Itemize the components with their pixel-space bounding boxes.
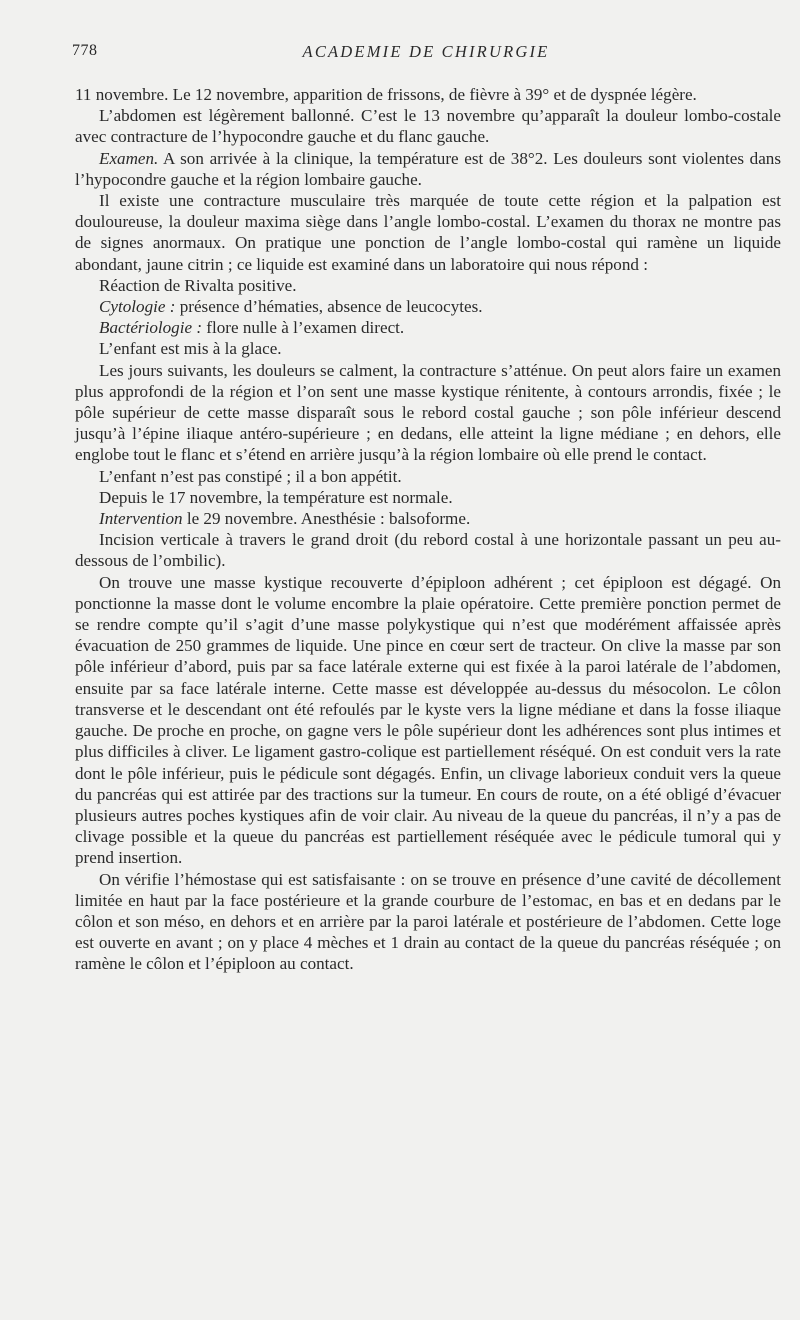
section-lead: Cytologie : [99, 297, 176, 317]
paragraph: Bactériologie : flore nulle à l’examen direct. [99, 318, 405, 338]
paragraph: L’abdomen est légèrement ballonné. C’est le 13 novembre qu’apparaît la douleur lombo-costale avec contracture de l’hypocondre gauche et du flanc gauche. [75, 106, 781, 147]
paragraph: Depuis le 17 novembre, la température est normale. [99, 487, 453, 507]
paragraph: On trouve une masse kystique recouverte d’épiploon adhérent ; cet épiploon est dégagé. On ponctionne la masse dont le volume encombre la plaie opératoire. Cette première ponction permet de se rendre compte qu’il s’agit d’une masse polykystique qui n’est que modérément affaissée après évacuation de 250 grammes de liquide. Une pince en cœur sert de tracteur. On clive la masse par son pôle inférieur d’abord, puis par sa face latérale externe qui est fixée à la paroi latérale de l’abdomen, ensuite par sa face latérale interne. Cette masse est développée au-dessus du mésocolon. Le côlon transverse et le descendant ont été refoulés par le kyste vers la ligne médiane et dans la fosse iliaque gauche. De proche en proche, on gagne vers le pôle supérieur dont les adhérences sont plus intimes et plus difficiles à cliver. Le ligament gastro-colique est partiellement réséqué. On est conduit vers la rate dont le pôle inférieur, puis le pédicule sont dégagés. Enfin, un clivage laborieux conduit vers la queue du pancréas qui est attirée par des tractions sur la tumeur. En cours de route, on a été obligé d’évacuer plusieurs autres poches kystiques afin de voir clair. Au niveau de la queue du pancréas, il n’y a pas de clivage possible et la queue du pancréas est partiellement réséquée avec le pédicule tumoral qui y prend insertion. [75, 572, 781, 868]
section-lead: Bactériologie : [99, 318, 203, 338]
page-number: 778 [72, 42, 98, 59]
paragraph: On vérifie l’hémostase qui est satisfaisante : on se trouve en présence d’une cavité de décollement limitée en haut par la face postérieure et la grande courbure de l’estomac, en bas et en dedans par le côlon et son méso, en dehors et en arrière par la paroi latérale et postérieure de l’abdomen. Cette loge est ouverte en avant ; on y place 4 mèches et 1 drain au contact de la queue du pancréas réséquée ; on ramène le côlon et l’épiploon au contact. [75, 869, 781, 974]
paragraph: Il existe une contracture musculaire très marquée de toute cette région et la palpation est douloureuse, la douleur maxima siège dans l’angle lombo-costal. L’examen du thorax ne montre pas de signes anormaux. On pratique une ponction de l’angle lombo-costal qui ramène un liquide abondant, jaune citrin ; ce liquide est examiné dans un laboratoire qui nous répond : [75, 191, 781, 274]
section-lead: Intervention [99, 509, 183, 529]
body-text [75, 84, 781, 975]
paragraph: Incision verticale à travers le grand droit (du rebord costal à une horizontale passant un peu au-dessous de l’ombilic). [75, 530, 781, 571]
paragraph: Les jours suivants, les douleurs se calment, la contracture s’atténue. On peut alors faire un examen plus approfondi de la région et l’on sent une masse kystique rénitente, à contours arrondis, fixée ; le pôle supérieur de cette masse disparaît sous le rebord costal gauche ; son pôle inférieur descend jusqu’à l’épine iliaque antéro-supérieure ; en dedans, elle atteint la ligne médiane ; en dehors, elle englobe tout le flanc et s’étend en arrière jusqu’à la région lombaire où elle prend le contact. [75, 360, 781, 465]
paragraph: Examen. A son arrivée à la clinique, la température est de 38°2. Les douleurs sont violentes dans l’hypocondre gauche et la région lombaire gauche. [75, 148, 781, 189]
paragraph: L’enfant n’est pas constipé ; il a bon appétit. [99, 466, 402, 486]
section-lead: Examen. [99, 148, 159, 168]
paragraph: L’enfant est mis à la glace. [99, 339, 282, 359]
running-title: ACADEMIE DE CHIRURGIE [302, 42, 550, 61]
paragraph: 11 novembre. Le 12 novembre, apparition de frissons, de fièvre à 39° et de dyspnée légère. [75, 85, 697, 104]
paragraph: Réaction de Rivalta positive. [99, 275, 297, 295]
paragraph: Cytologie : présence d’hématies, absence de leucocytes. [99, 297, 483, 317]
page-header [72, 42, 780, 66]
paragraph: Intervention le 29 novembre. Anesthésie : balsoforme. [99, 509, 471, 529]
